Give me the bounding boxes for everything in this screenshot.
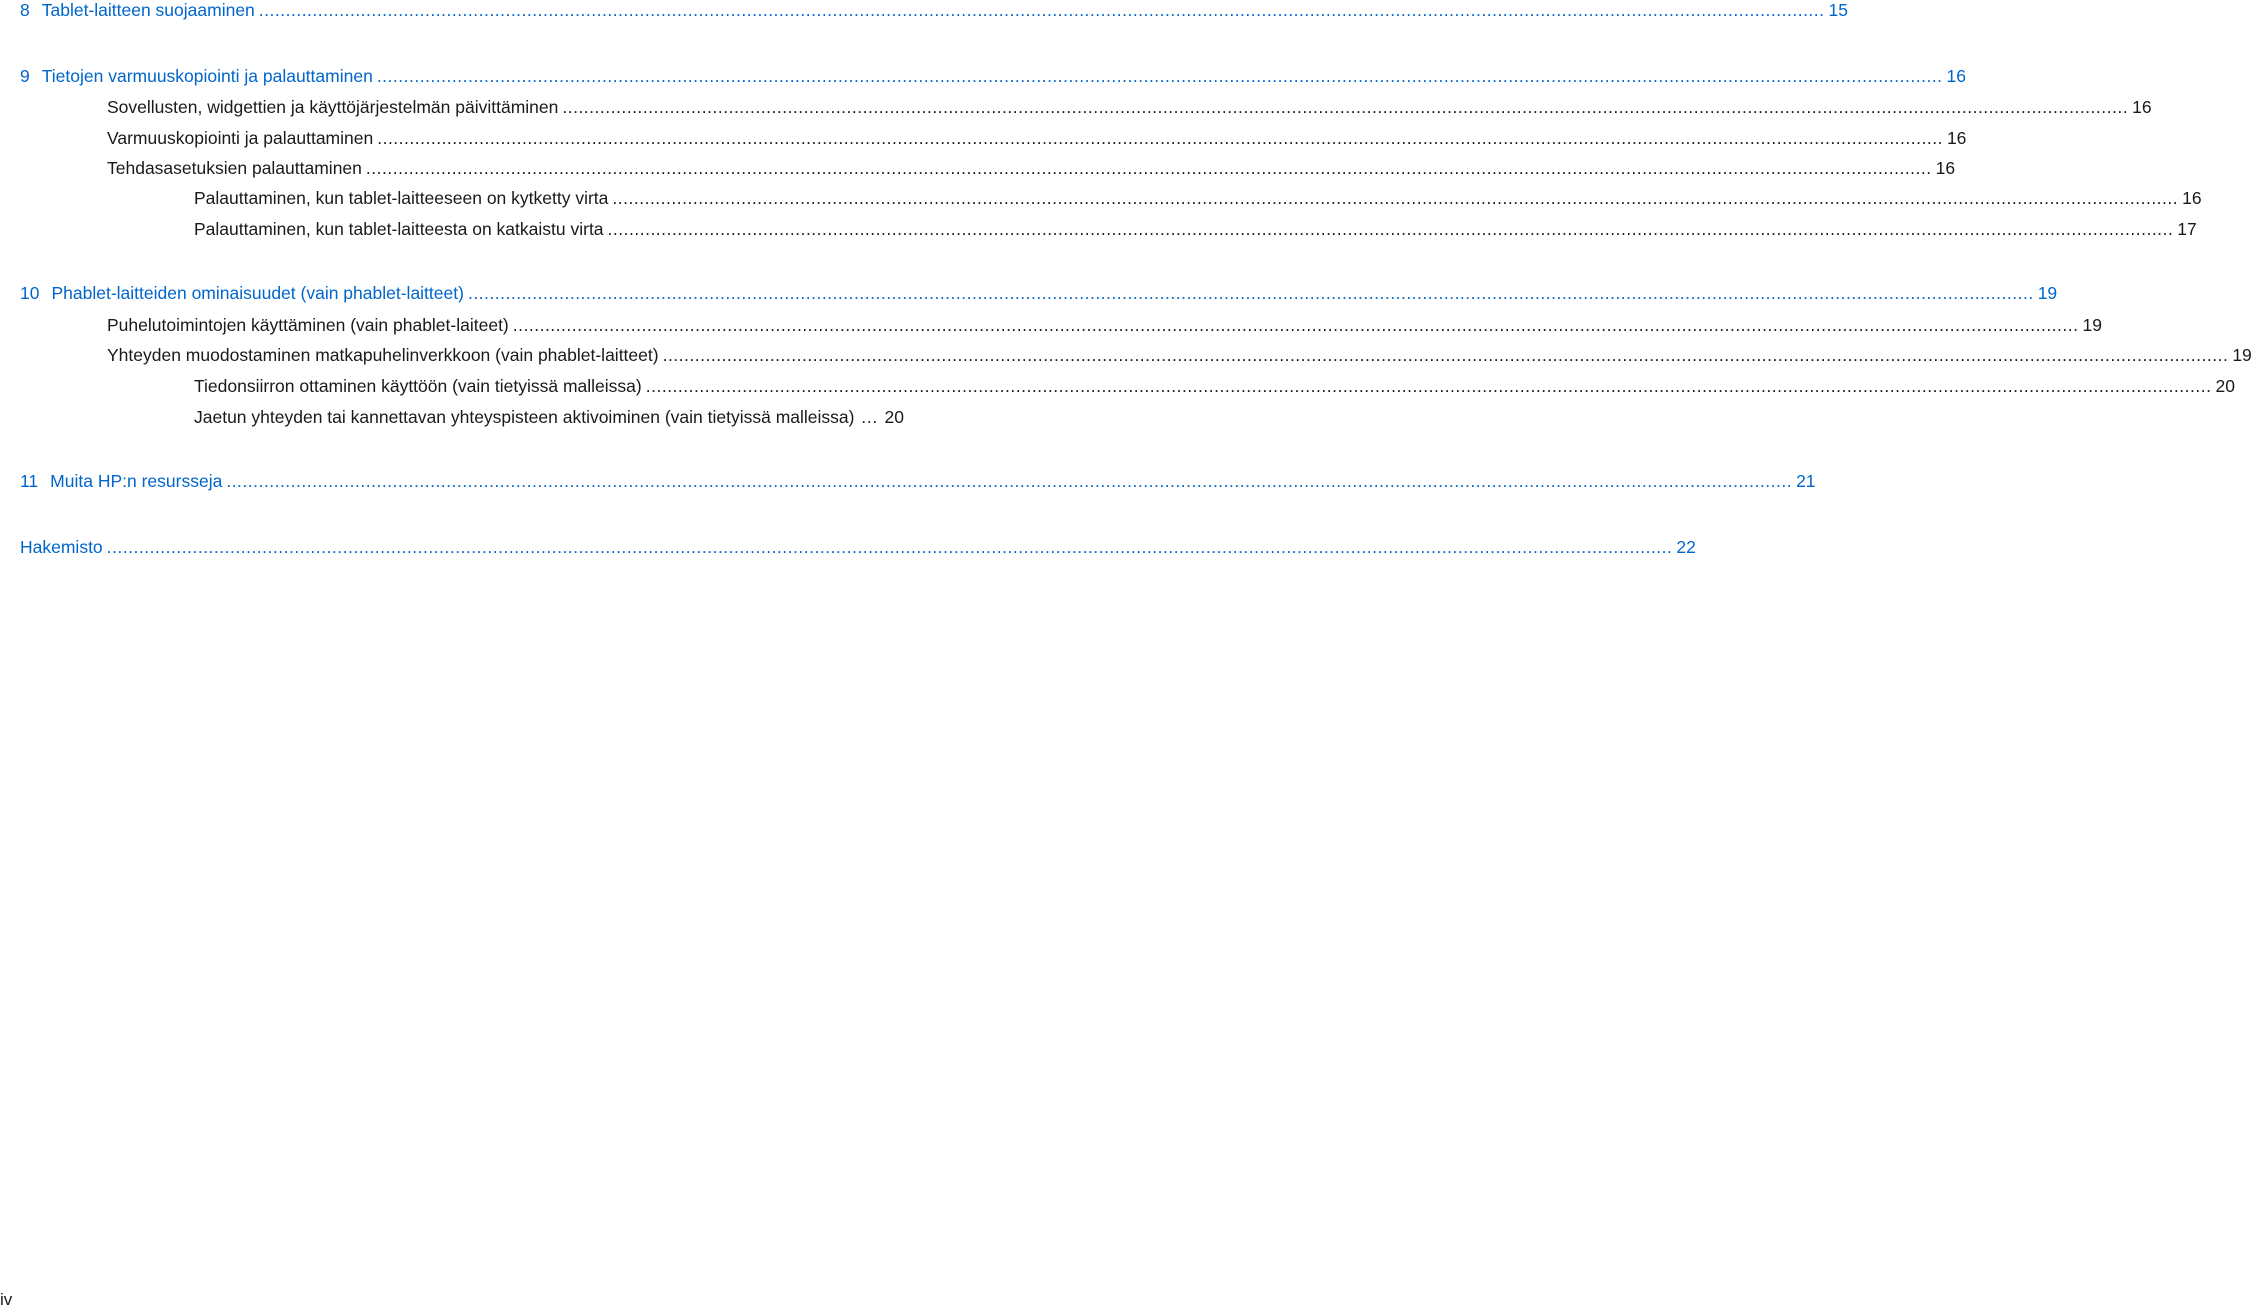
toc-chapter-number: 10 bbox=[20, 283, 40, 303]
page-number-footer: iv bbox=[0, 1290, 13, 1309]
toc-chapter-title[interactable]: Tietojen varmuuskopiointi ja palauttaminen bbox=[41, 66, 373, 86]
toc-subsection[interactable] bbox=[0, 186, 2202, 210]
toc-chapter-10[interactable] bbox=[0, 281, 2058, 305]
toc-chapter-title[interactable]: Muita HP:n resursseja bbox=[50, 471, 223, 491]
toc-dot-leader bbox=[226, 469, 1792, 493]
toc-page-number[interactable]: 20 bbox=[2215, 376, 2235, 396]
toc-chapter-title[interactable]: Phablet-laitteiden ominaisuudet (vain phablet-laitteet) bbox=[51, 283, 464, 303]
toc-subsection[interactable] bbox=[0, 217, 2197, 241]
toc-section-title[interactable]: Tehdasasetuksien palauttaminen bbox=[107, 158, 362, 178]
toc-page-number[interactable]: 16 bbox=[2132, 97, 2152, 117]
toc-page-number[interactable]: 16 bbox=[1946, 66, 1967, 86]
toc-page-number[interactable]: 16 bbox=[1946, 128, 1967, 148]
toc-page-number[interactable]: 22 bbox=[1676, 537, 1696, 557]
toc-page-number[interactable]: 17 bbox=[2177, 219, 2197, 239]
toc-page-number[interactable]: 15 bbox=[1828, 0, 1848, 20]
toc-section[interactable] bbox=[0, 343, 2252, 367]
toc-chapter-8[interactable] bbox=[0, 0, 1848, 22]
toc-chapter-number: 8 bbox=[20, 0, 30, 20]
toc-subsection-title[interactable]: Palauttaminen, kun tablet-laitteesta on katkaistu virta bbox=[194, 219, 604, 239]
toc-subsection[interactable] bbox=[0, 405, 1154, 429]
toc-index-title[interactable]: Hakemisto bbox=[20, 537, 103, 557]
toc-subsection-title[interactable]: Tiedonsiirron ottaminen käyttöön (vain tietyissä malleissa) bbox=[194, 376, 642, 396]
toc-section[interactable] bbox=[0, 126, 1967, 150]
toc-dot-leader bbox=[377, 64, 1943, 88]
toc-dot-leader bbox=[612, 186, 2178, 210]
toc-page-number[interactable]: 16 bbox=[1935, 158, 1956, 178]
toc-page-number[interactable]: 19 bbox=[2232, 345, 2252, 365]
toc-dot-leader bbox=[377, 126, 1943, 150]
toc-page-number[interactable]: 19 bbox=[2082, 315, 2102, 335]
toc-section-title[interactable]: Yhteyden muodostaminen matkapuhelinverkkoon (vain phablet-laitteet) bbox=[107, 345, 659, 365]
toc-section[interactable] bbox=[0, 95, 2152, 119]
toc-subsection[interactable] bbox=[0, 374, 2235, 398]
toc-section-title[interactable]: Sovellusten, widgettien ja käyttöjärjestelmän päivittäminen bbox=[107, 97, 559, 117]
toc-section-title[interactable]: Varmuuskopiointi ja palauttaminen bbox=[107, 128, 374, 148]
toc-page-number[interactable]: 19 bbox=[2037, 283, 2058, 303]
toc-index[interactable] bbox=[0, 535, 1696, 559]
toc-dot-leader bbox=[608, 217, 2174, 241]
toc-dot-leader bbox=[259, 0, 1825, 22]
toc-page-number[interactable]: 20 bbox=[884, 407, 904, 427]
toc-dot-leader bbox=[468, 281, 2034, 305]
toc-dot-leader bbox=[663, 343, 2229, 367]
toc-chapter-11[interactable] bbox=[0, 469, 1816, 493]
toc-section[interactable] bbox=[0, 313, 2102, 337]
toc-page-number[interactable]: 21 bbox=[1796, 471, 1816, 491]
toc-chapter-title[interactable]: Tablet-laitteen suojaaminen bbox=[41, 0, 255, 20]
toc-dot-leader bbox=[562, 95, 2128, 119]
toc-chapter-number: 9 bbox=[20, 66, 30, 86]
toc-dot-leader bbox=[646, 374, 2212, 398]
toc-section[interactable] bbox=[0, 156, 1956, 180]
toc-subsection-title[interactable]: Palauttaminen, kun tablet-laitteeseen on kytketty virta bbox=[194, 188, 609, 208]
toc-subsection-title[interactable]: Jaetun yhteyden tai kannettavan yhteyspisteen aktivoiminen (vain tietyissä malleissa) bbox=[194, 407, 855, 427]
toc-dot-leader bbox=[366, 156, 1932, 180]
toc-dot-leader bbox=[513, 313, 2079, 337]
toc-chapter-9[interactable] bbox=[0, 64, 1967, 88]
toc-section-title[interactable]: Puhelutoimintojen käyttäminen (vain phablet-laiteet) bbox=[107, 315, 509, 335]
toc-chapter-number: 11 bbox=[20, 471, 39, 491]
toc-ellipsis-leader bbox=[861, 405, 879, 429]
toc-dot-leader bbox=[107, 535, 1673, 559]
toc-page-number[interactable]: 16 bbox=[2182, 188, 2202, 208]
